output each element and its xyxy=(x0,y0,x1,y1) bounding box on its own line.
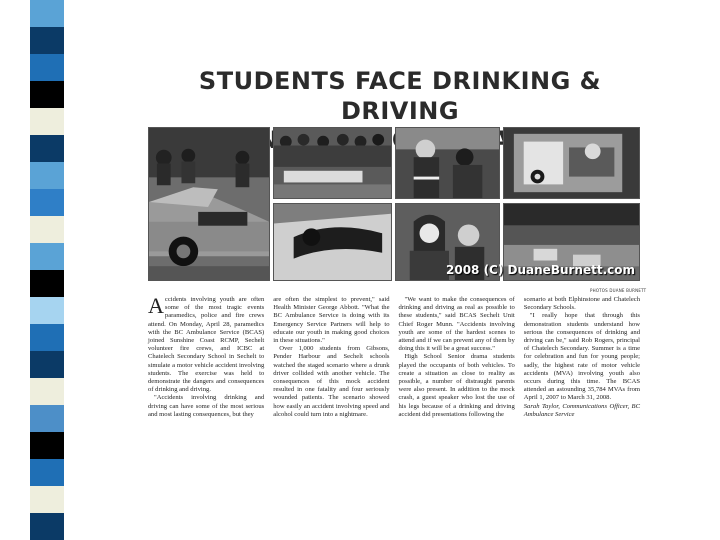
paragraph: are often the simplest to prevent," said Health Minister George Abbott. "What the BC Ambulance Service is doing with its Emergency Service Partners will help to educate our youth in making good choices in these situations." xyxy=(273,296,390,345)
paragraph: "Accidents involving drinking and driving can have some of the most serious and most lasting consequences, but they xyxy=(148,394,265,418)
photo-ambulance xyxy=(503,127,640,199)
stripe-block xyxy=(30,54,64,81)
paragraph: Over 1,000 students from Gibsons, Pender Harbour and Sechelt schools watched the staged scenario where a drunk driver collided with another vehicle. The consequences of this mock accident resulted in one fatality and four seriously wounded patients. The scenario showed how easily an accident involving speed and alcohol could turn into a nightmare. xyxy=(273,345,390,418)
stripe-block xyxy=(30,81,64,108)
paragraph: scenario at both Elphinstone and Chatelech Secondary Schools. xyxy=(523,296,640,312)
article-column-4 xyxy=(524,296,640,416)
stripe-block xyxy=(30,459,64,486)
stripe-block xyxy=(30,27,64,54)
stripe-block xyxy=(30,513,64,540)
stripe-block xyxy=(30,135,64,162)
article-column-2 xyxy=(273,296,389,416)
photo-stretcher xyxy=(273,127,392,199)
photo-watermark: 2008 (C) DuaneBurnett.com xyxy=(446,263,635,277)
stripe-block xyxy=(30,216,64,243)
stripe-block xyxy=(30,405,64,432)
stripe-block xyxy=(30,378,64,405)
photo-crashed-car xyxy=(148,127,270,281)
stripe-block xyxy=(30,189,64,216)
stripe-block xyxy=(30,270,64,297)
photo-firefighter xyxy=(395,127,500,199)
stripe-block xyxy=(30,162,64,189)
stripe-block xyxy=(30,243,64,270)
stripe-block xyxy=(30,297,64,324)
photo-credit: PHOTOS DUANE BURNETT xyxy=(590,288,647,293)
photo-collage xyxy=(148,127,640,287)
stripe-block xyxy=(30,0,64,27)
stripe-block xyxy=(30,108,64,135)
article-body xyxy=(148,293,640,418)
article-column-3 xyxy=(399,296,515,416)
paragraph: "We want to make the consequences of drinking and driving as real as possible to these students," said BCAS Sechelt Unit Chief Roger Munn. "Accidents involving youth are some of the hardest scenes to attend and if we can prevent any of them by doing this it will be a great success." xyxy=(398,296,515,353)
stripe-block xyxy=(30,432,64,459)
stripe-block xyxy=(30,351,64,378)
headline-line-1: STUDENTS FACE DRINKING & DRIVING xyxy=(198,67,602,125)
stripe-block xyxy=(30,324,64,351)
decorative-stripe xyxy=(30,0,64,540)
photo-victim xyxy=(273,203,392,281)
signature: Sarah Taylor, Communications Officer, BC Ambulance Service xyxy=(523,402,640,418)
photo-crowd xyxy=(446,203,640,281)
paragraph: "I really hope that through this demonstration students understand how serious the consequences of drinking and driving can be," said Rob Rogers, principal of Chatelech Secondary. Summer is a time for celebration and fun for young people; sadly, the highest rate of motor vehicle accidents (MVA) involving youth also occurs during this time. The BCAS attended an astounding 35,784 MVAs from April 1, 2007 to March 31, 2008. xyxy=(523,312,640,402)
drop-cap: A xyxy=(148,293,164,318)
stripe-block xyxy=(30,486,64,513)
paragraph: ccidents involving youth are often some of the most tragic events paramedics, police and fire crews attend. On Monday, April 28, paramedics with the BC Ambulance Service (BCAS) joined Sunshine Coast RCMP, Sechelt volunteer fire crews, and ICBC at Chatelech Secondary School in Sechelt to simulate a motor vehicle accident involving students. The exercise was held to demonstrate the dangers and consequences of drinking and driving. xyxy=(148,296,265,394)
article-column-1 xyxy=(148,293,265,418)
paragraph: High School Senior drama students played the occupants of both vehicles. To create a situation as close to reality as possible, a number of distraught parents were also present. In addition to the mock crash, a guest speaker who lost the use of his legs because of a drinking and driving accident did presentations following the xyxy=(398,353,515,418)
